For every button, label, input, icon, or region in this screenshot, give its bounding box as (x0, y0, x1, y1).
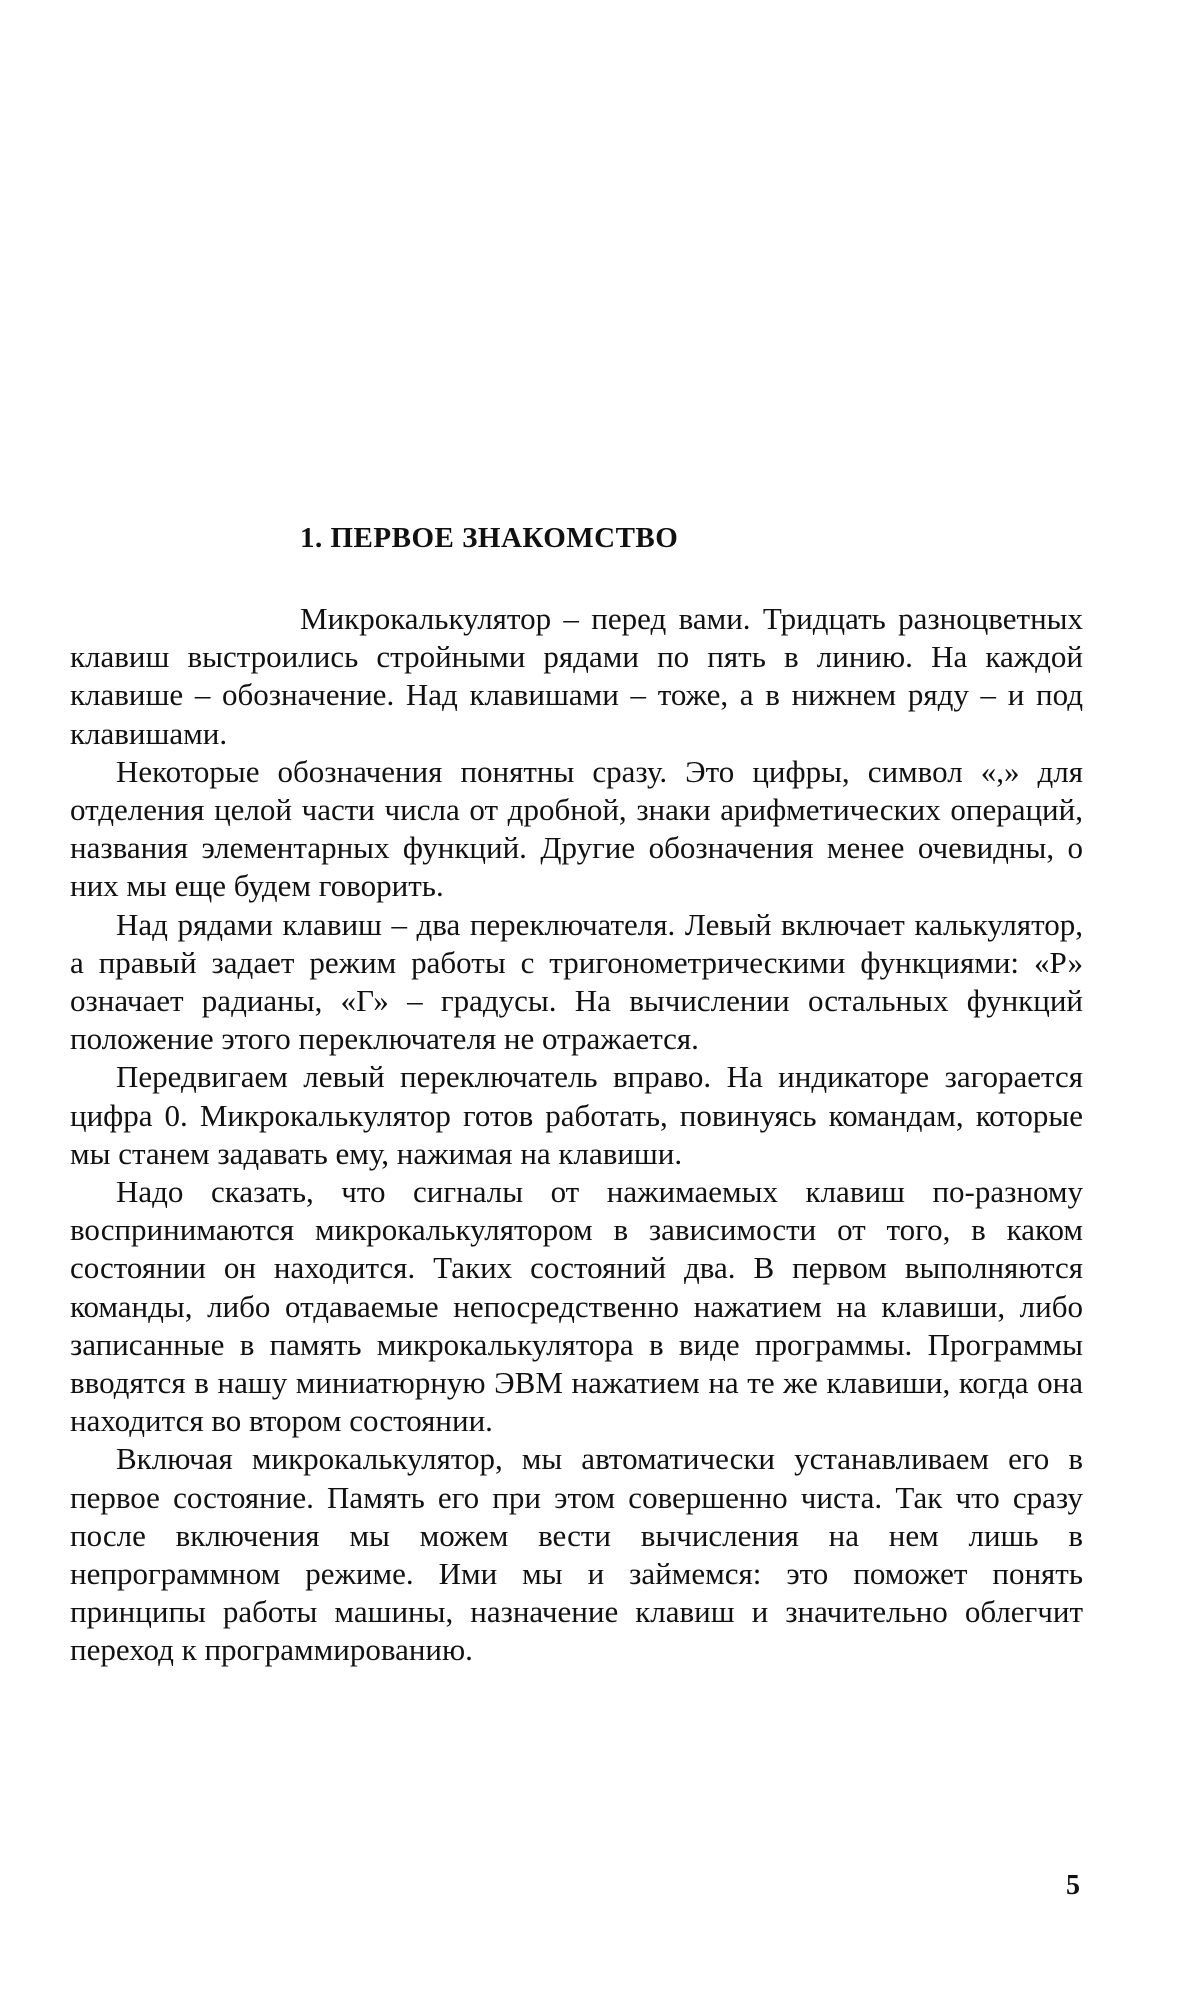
paragraph: Передвигаем левый переключатель вправо. На индикаторе загорается цифра 0. Микрокалькулятор готов работать, повинуясь командам, которые мы станем задавать ему, нажимая на клавиши. (70, 1059, 1083, 1171)
paragraph: Надо сказать, что сигналы от нажимаемых клавиш по-разному воспринимаются микрокалькулятором в зависимости от того, в каком состоянии он находится. Таких состояний два. В первом выполняются команды, либо отдаваемые непосредственно нажатием на клавиши, либо записанные в память микрокалькулятора в виде программы. Программы вводятся в нашу миниатюрную ЭВМ нажатием на те же клавиши, когда она находится во втором состоянии. (70, 1174, 1083, 1439)
paragraph: Над рядами клавиш – два переключателя. Левый включает калькулятор, а правый задает режим работы с тригонометрическими функциями: «Р» означает радианы, «Г» – градусы. На вычислении остальных функций положение этого переключателя не отражается. (70, 906, 1083, 1057)
page-number: 5 (1066, 1870, 1080, 1901)
paragraph: Микрокалькулятор – перед вами. Тридцать разноцветных клавиш выстроились стройными рядами по пять в линию. На каждой клавише – обозначение. Над клавишами – тоже, а в нижнем ряду – и под клавишами. (70, 601, 1083, 751)
paragraph: Включая микрокалькулятор, мы автоматически устанавливаем его в первое состояние. Память его при этом совершенно чиста. Так что сразу после включения мы можем вести вычисления на нем лишь в непрограммном режиме. Ими мы и займемся: это поможет понять принципы работы машины, назначение клавиш и значительно облегчит переход к программированию. (70, 1441, 1083, 1668)
chapter-body (70, 600, 1083, 1670)
paragraph: Некоторые обозначения понятны сразу. Это цифры, символ «,» для отделения целой части числа от дробной, знаки арифметических операций, названия элементарных функций. Другие обозначения менее очевидны, о них мы еще будем говорить. (70, 753, 1083, 904)
chapter-title: 1. ПЕРВОЕ ЗНАКОМСТВО (300, 522, 679, 554)
